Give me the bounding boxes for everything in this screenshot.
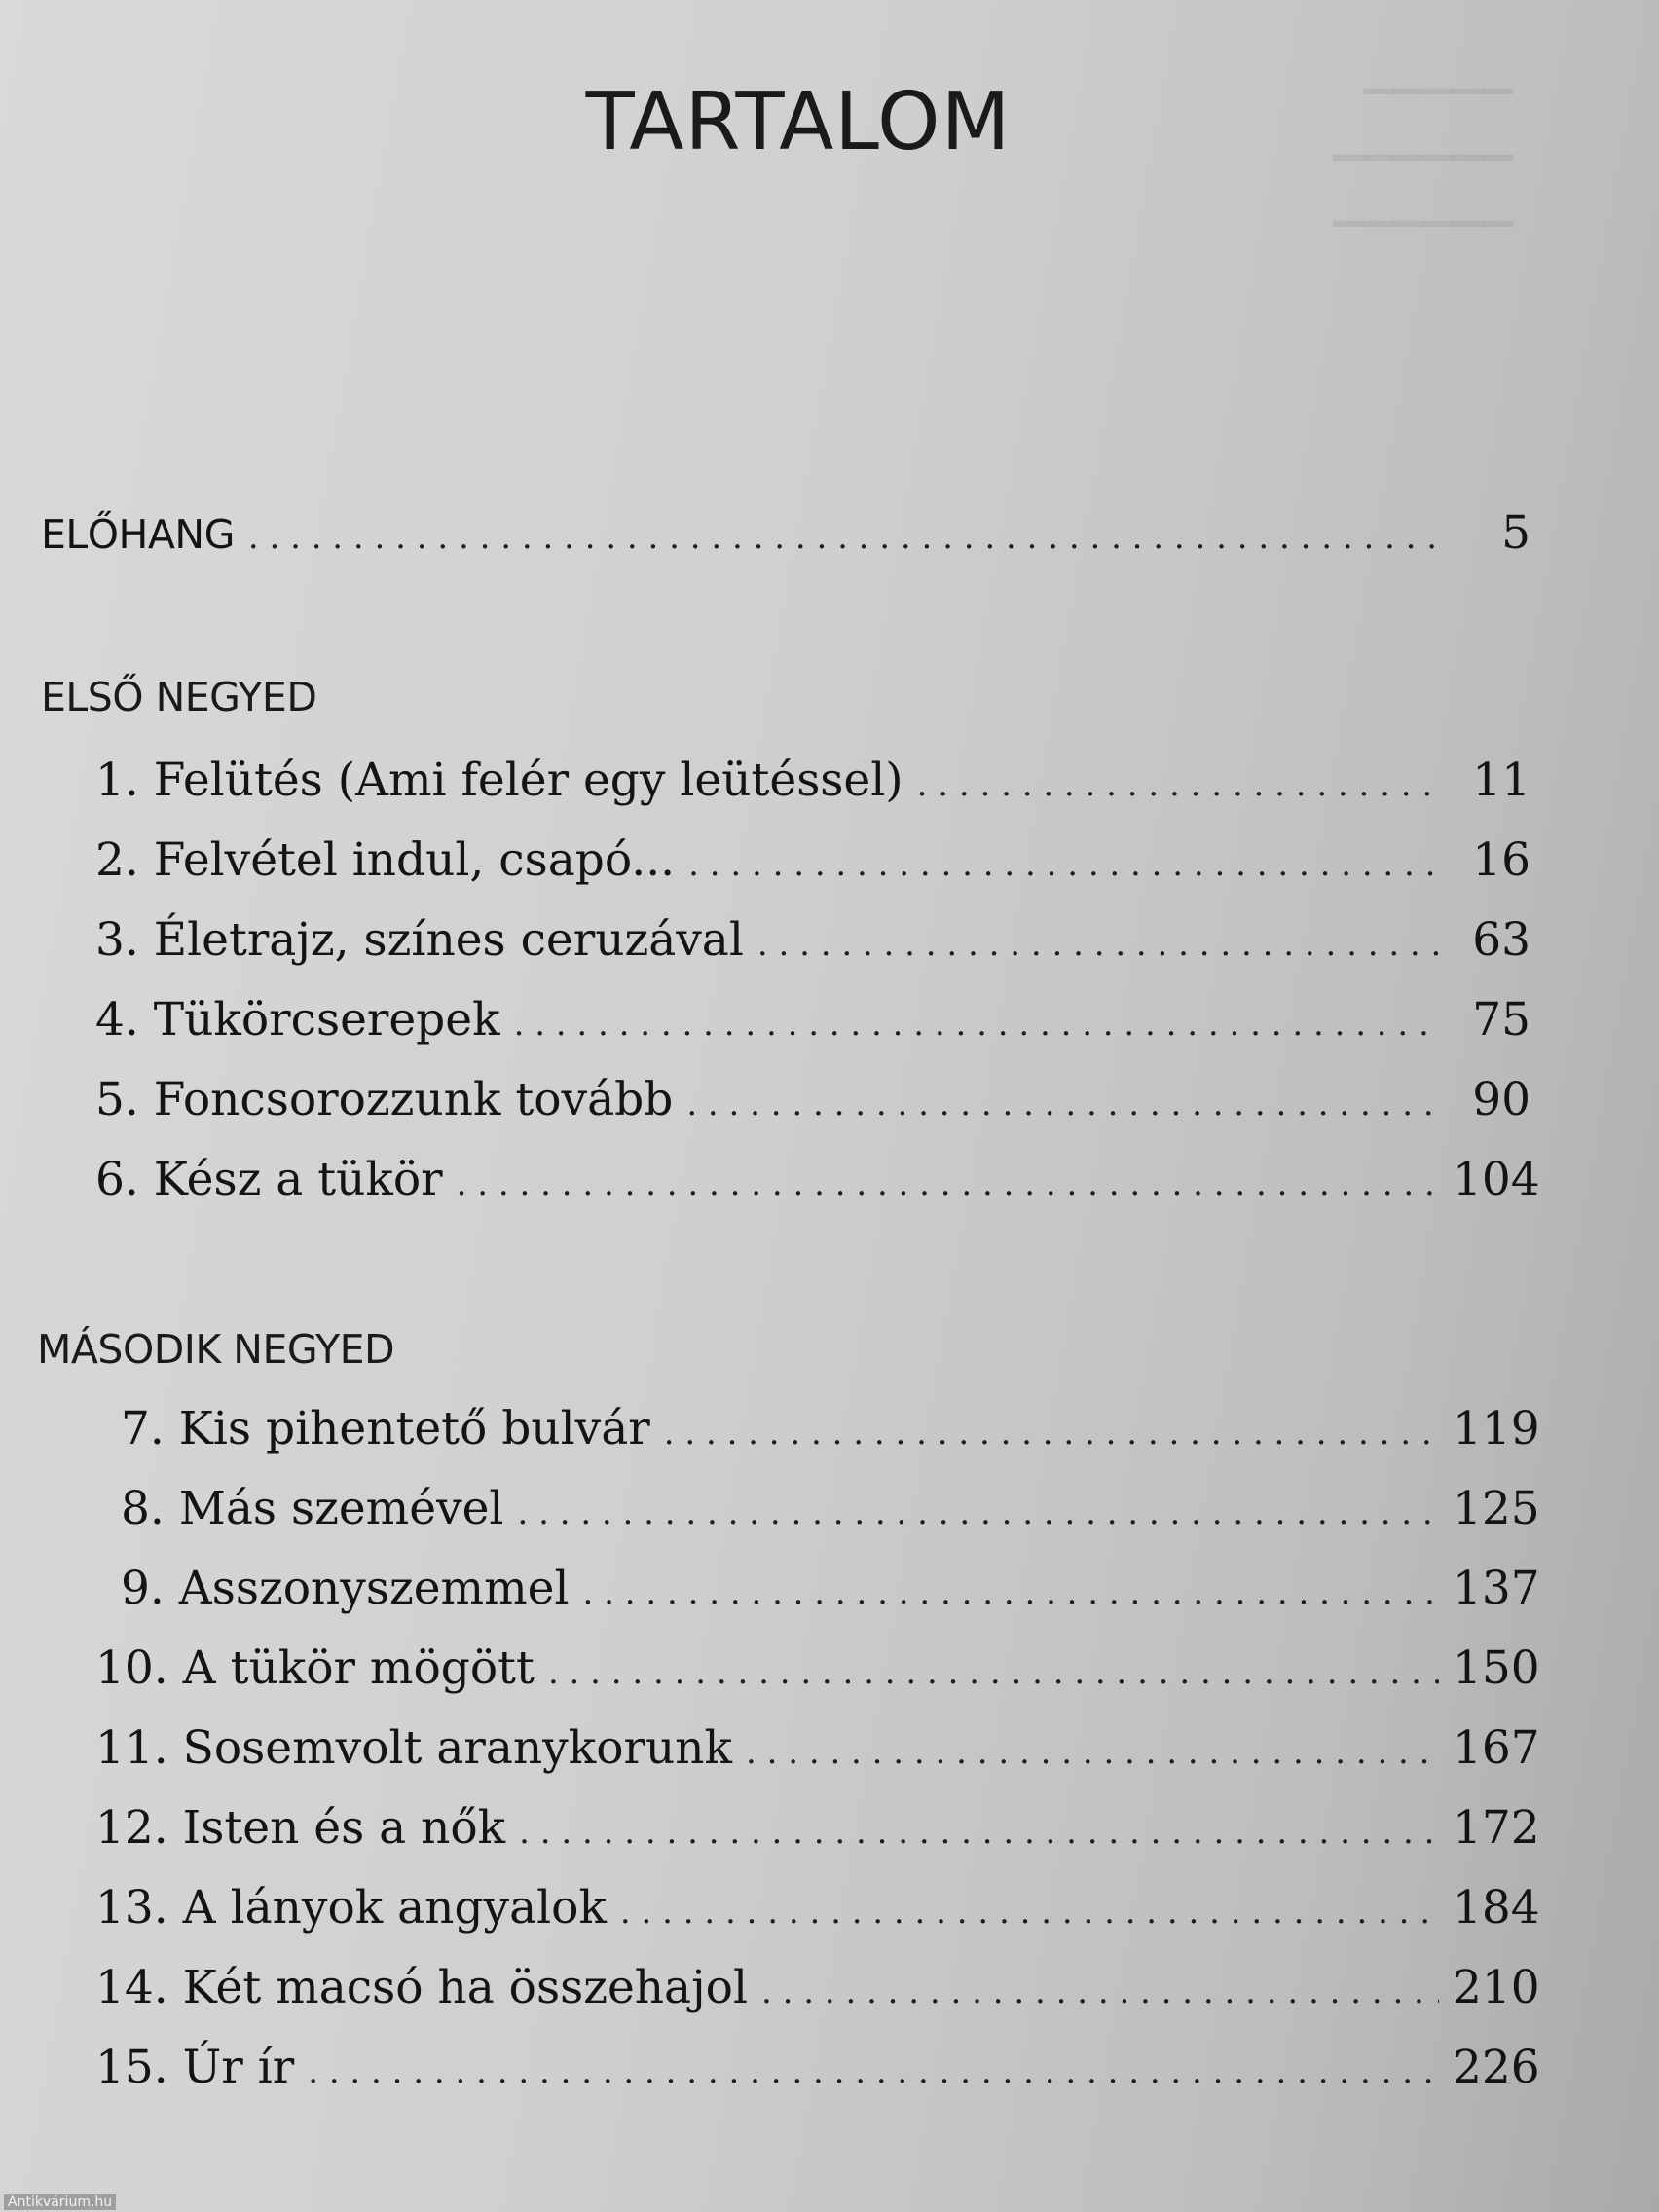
toc-entry-page: 125 — [1453, 1482, 1540, 1535]
toc-entry-label: 6. Kész a tükör — [95, 1153, 443, 1206]
toc-entry-label: 11. Sosemvolt aranykorunk — [95, 1721, 732, 1775]
toc-entry-label: 1. Felütés (Ami felér egy leütéssel) — [95, 754, 903, 807]
toc-entry — [121, 1402, 1540, 1456]
leader-dots — [686, 1085, 1439, 1124]
toc-entry — [95, 1881, 1540, 1935]
toc-entry-page: 75 — [1472, 993, 1530, 1047]
toc-entry-page: 5 — [1501, 506, 1530, 560]
leader-dots — [548, 1653, 1439, 1692]
page-title: TARTALOM — [585, 76, 1012, 168]
toc-entry — [95, 1073, 1530, 1126]
toc-entry-label: 8. Más szemével — [121, 1482, 504, 1535]
leader-dots — [620, 1893, 1439, 1932]
toc-entry-label: 5. Foncsorozzunk tovább — [95, 1073, 674, 1126]
leader-dots — [583, 1573, 1439, 1612]
toc-entry — [95, 1961, 1540, 2014]
toc-entry-label: 14. Két macsó ha összehajol — [95, 1961, 748, 2014]
toc-entry-page: 167 — [1453, 1721, 1540, 1775]
toc-entry-page: 104 — [1453, 1153, 1540, 1206]
toc-entry-label: 3. Életrajz, színes ceruzával — [95, 913, 744, 967]
toc-entry-foreword — [41, 506, 1530, 560]
toc-entry-page: 90 — [1472, 1073, 1530, 1126]
toc-entry-page: 11 — [1472, 754, 1530, 807]
toc-entry-label: 2. Felvétel indul, csapó... — [95, 833, 676, 887]
leader-dots — [757, 925, 1439, 964]
leader-dots — [761, 1972, 1439, 2011]
toc-entry-label: 7. Kis pihentető bulvár — [121, 1402, 650, 1456]
toc-entry — [95, 2041, 1540, 2094]
section-heading-first: ELSŐ NEGYED — [41, 674, 317, 720]
toc-entry-page: 150 — [1453, 1641, 1540, 1695]
toc-entry — [95, 1721, 1540, 1775]
toc-entry-page: 137 — [1453, 1562, 1540, 1615]
toc-entry-label: ELŐHANG — [41, 511, 235, 558]
toc-entry-page: 16 — [1472, 833, 1530, 887]
toc-entry — [95, 1801, 1540, 1855]
leader-dots — [514, 1005, 1439, 1044]
leader-dots — [746, 1733, 1439, 1772]
leader-dots — [248, 518, 1439, 557]
toc-entry-label: 10. A tükör mögött — [95, 1641, 535, 1695]
toc-entry — [95, 833, 1530, 887]
toc-entry-label: 15. Úr ír — [95, 2041, 295, 2094]
toc-entry — [95, 754, 1530, 807]
toc-entry-label: 4. Tükörcserepek — [95, 993, 500, 1047]
toc-entry — [95, 1641, 1540, 1695]
toc-entry-page: 63 — [1472, 913, 1530, 967]
leader-dots — [917, 765, 1439, 804]
watermark: Antikvárium.hu — [4, 2194, 116, 2210]
toc-entry — [95, 913, 1530, 967]
leader-dots — [517, 1493, 1439, 1532]
show-through-text: ▁▁▁▁▁ ▁▁▁▁▁▁ ▁▁▁▁▁▁ — [1333, 50, 1513, 226]
leader-dots — [308, 2052, 1439, 2091]
leader-dots — [688, 845, 1439, 884]
toc-entry-page: 226 — [1453, 2041, 1540, 2094]
toc-entry-page: 184 — [1453, 1881, 1540, 1935]
toc-entry — [95, 1153, 1540, 1206]
toc-entry-label: 9. Asszonyszemmel — [121, 1562, 570, 1615]
leader-dots — [519, 1813, 1439, 1852]
leader-dots — [457, 1164, 1439, 1203]
toc-entry — [95, 993, 1530, 1047]
toc-entry — [121, 1562, 1540, 1615]
leader-dots — [664, 1414, 1439, 1453]
section-heading-second: MÁSODIK NEGYED — [37, 1326, 395, 1373]
toc-entry-page: 210 — [1453, 1961, 1540, 2014]
toc-entry — [121, 1482, 1540, 1535]
toc-entry-label: 13. A lányok angyalok — [95, 1881, 607, 1935]
toc-entry-page: 119 — [1453, 1402, 1540, 1456]
toc-entry-page: 172 — [1453, 1801, 1540, 1855]
toc-entry-label: 12. Isten és a nők — [95, 1801, 506, 1855]
